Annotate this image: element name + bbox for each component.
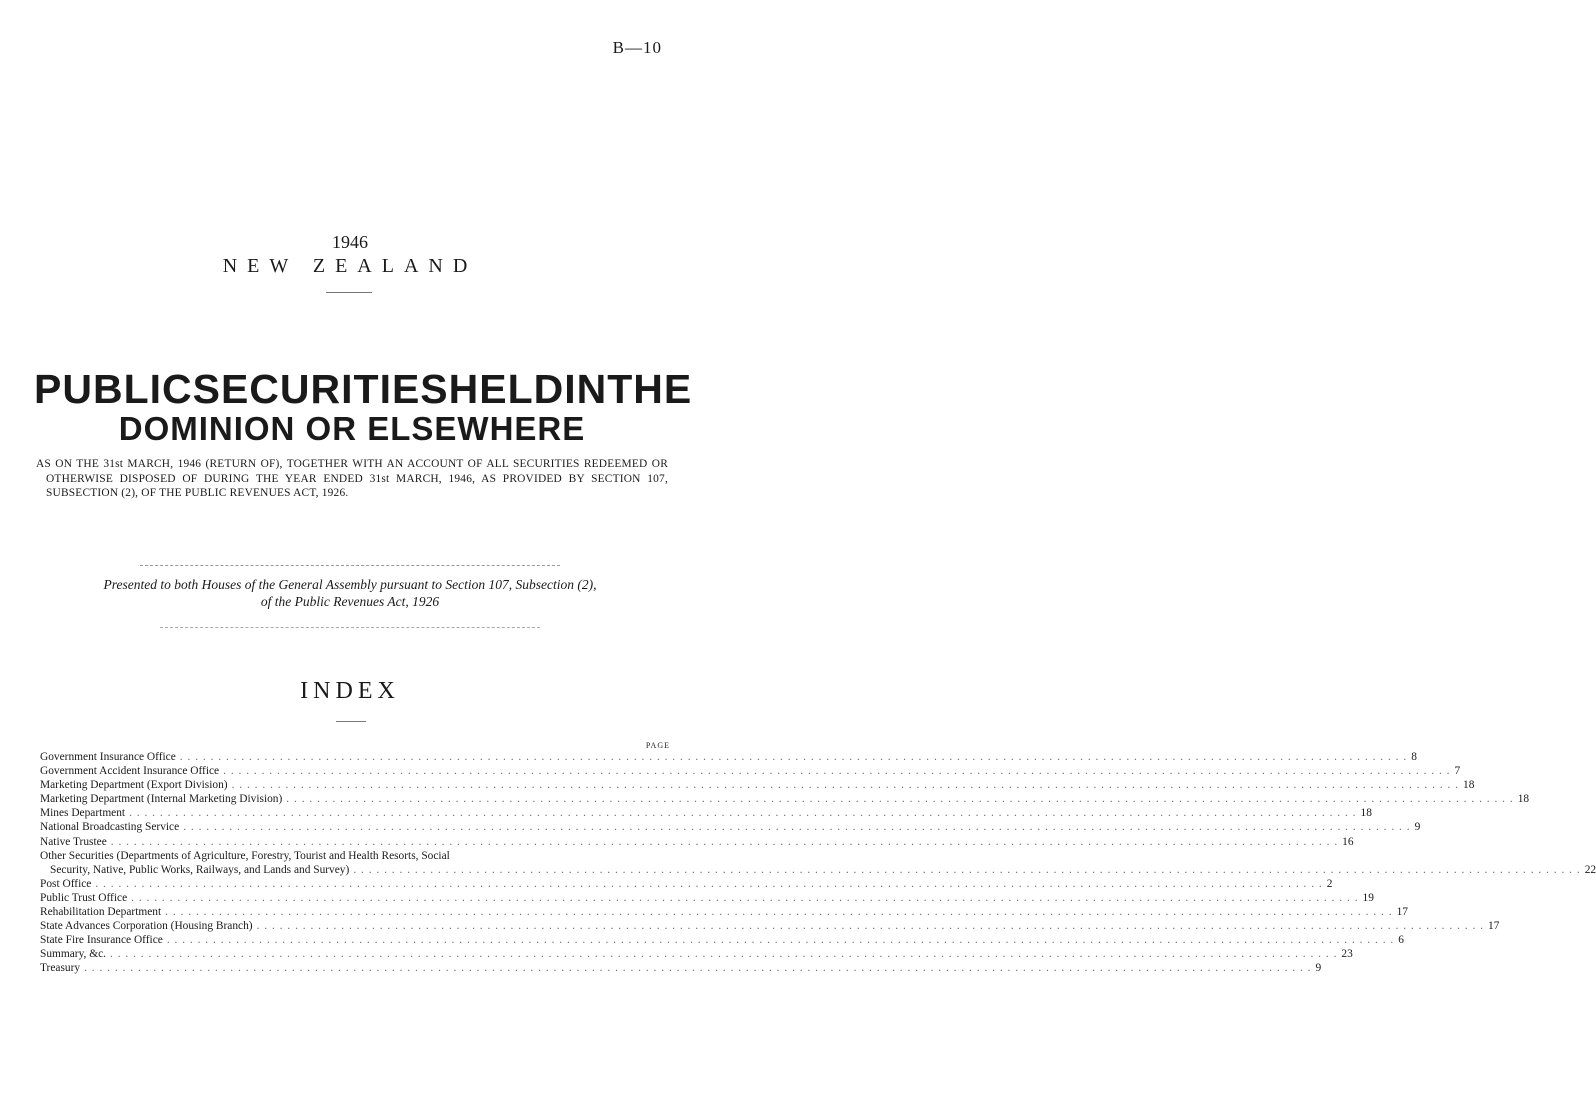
index-entry bbox=[40, 793, 1530, 807]
leader-dots: . . . . . . . . . . . . . . . . . . . . . . . . . . . . . . . . . . . . . . . . . . . . . . . . . . . . . . . . . . . . . . . . . . . . . . . . . . . . . . . . . . . . . . . . . . . . . . . . . . . . . . . . . . . . . . . . . . . . . . . . . . . . . . . . . . . . . . . . . . . . . . . . . . . . . . . . . . . . . . . . bbox=[256, 920, 1484, 933]
leader-dots: . . . . . . . . . . . . . . . . . . . . . . . . . . . . . . . . . . . . . . . . . . . . . . . . . . . . . . . . . . . . . . . . . . . . . . . . . . . . . . . . . . . . . . . . . . . . . . . . . . . . . . . . . . . . . . . . . . . . . . . . . . . . . . . . . . . . . . . . . . . . . . . . . . . . . . . . . . . . . . . . bbox=[166, 934, 1395, 947]
index-entry-label: State Advances Corporation (Housing Branch) bbox=[40, 920, 253, 933]
index-entry-label: Native Trustee bbox=[40, 835, 107, 848]
index-entry bbox=[40, 934, 1404, 948]
index-entry-page: 6 bbox=[1398, 934, 1404, 947]
index-entry-label: Marketing Department (Export Division) bbox=[40, 779, 228, 792]
year: 1946 bbox=[332, 232, 368, 252]
leader-dots: . . . . . . . . . . . . . . . . . . . . . . . . . . . . . . . . . . . . . . . . . . . . . . . . . . . . . . . . . . . . . . . . . . . . . . . . . . . . . . . . . . . . . . . . . . . . . . . . . . . . . . . . . . . . . . . . . . . . . . . . . . . . . . . . . . . . . . . . . . . . . . . . . . . . . . . . . . . . . . . . bbox=[129, 807, 1357, 820]
index-entry bbox=[40, 948, 1353, 962]
index-entry bbox=[40, 849, 1596, 878]
title-word: SECURITIES bbox=[192, 366, 449, 412]
presented-line-2: of the Public Revenues Act, 1926 bbox=[260, 594, 440, 609]
leader-dots: . . . . . . . . . . . . . . . . . . . . . . . . . . . . . . . . . . . . . . . . . . . . . . . . . . . . . . . . . . . . . . . . . . . . . . . . . . . . . . . . . . . . . . . . . . . . . . . . . . . . . . . . . . . . . . . . . . . . . . . . . . . . . . . . . . . . . . . . . . . . . . . . . . . . . . . . . . . . . . . . bbox=[353, 863, 1581, 876]
leader-dots: . . . . . . . . . . . . . . . . . . . . . . . . . . . . . . . . . . . . . . . . . . . . . . . . . . . . . . . . . . . . . . . . . . . . . . . . . . . . . . . . . . . . . . . . . . . . . . . . . . . . . . . . . . . . . . . . . . . . . . . . . . . . . . . . . . . . . . . . . . . . . . . . . . . . . . . . . . . . . . . . bbox=[223, 765, 1451, 778]
index-entry bbox=[40, 807, 1372, 821]
index-list bbox=[40, 751, 1596, 977]
leader-dots: . . . . . . . . . . . . . . . . . . . . . . . . . . . . . . . . . . . . . . . . . . . . . . . . . . . . . . . . . . . . . . . . . . . . . . . . . . . . . . . . . . . . . . . . . . . . . . . . . . . . . . . . . . . . . . . . . . . . . . . . . . . . . . . . . . . . . . . . . . . . . . . . . . . . . . . . . . . . . . . . bbox=[183, 821, 1411, 834]
index-entry-page: 7 bbox=[1454, 765, 1461, 778]
index-entry bbox=[40, 920, 1500, 934]
title-word: THE bbox=[607, 366, 693, 412]
index-entry bbox=[40, 779, 1475, 793]
index-entry-label: Rehabilitation Department bbox=[40, 906, 162, 919]
index-entry-page: 8 bbox=[1411, 751, 1417, 763]
leader-dots: . . . . . . . . . . . . . . . . . . . . . . . . . . . . . . . . . . . . . . . . . . . . . . . . . . . . . . . . . . . . . . . . . . . . . . . . . . . . . . . . . . . . . . . . . . . . . . . . . . . . . . . . . . . . . . . . . . . . . . . . . . . . . . . . . . . . . . . . . . . . . . . . . . . . . . . . . . . . . . . . bbox=[231, 779, 1459, 792]
title-word: HELD bbox=[448, 366, 565, 412]
title-word: PUBLIC bbox=[34, 366, 193, 412]
index-entry-label: National Broadcasting Service bbox=[40, 821, 180, 834]
index-entry bbox=[40, 877, 1333, 892]
divider bbox=[326, 292, 372, 293]
index-entry-label: Other Securities (Departments of Agriculture, Forestry, Tourist and Health Resorts, Social bbox=[40, 849, 450, 862]
index-entry-page: 2 bbox=[1326, 877, 1333, 890]
index-entry-page: 22 bbox=[1584, 863, 1596, 876]
index-entry-label: Government Insurance Office bbox=[40, 751, 176, 763]
index-entry-label: Post Office bbox=[40, 877, 92, 890]
index-entry-label: Mines Department bbox=[40, 807, 126, 820]
presented-note bbox=[30, 576, 670, 610]
index-entry-page: 9 bbox=[1414, 821, 1421, 834]
index-entry bbox=[40, 906, 1408, 920]
index-entry-page: 19 bbox=[1362, 891, 1374, 904]
page-number: B—10 bbox=[612, 38, 662, 57]
document-title-line-2: DOMINION OR ELSEWHERE bbox=[118, 410, 586, 447]
index-entry-page: 17 bbox=[1488, 920, 1500, 933]
index-entry bbox=[40, 835, 1354, 850]
document-title-line-1 bbox=[34, 366, 693, 413]
presented-line-1: Presented to both Houses of the General Assembly pursuant to Section 107, Subsection (2), bbox=[103, 577, 597, 592]
leader-dots: . . . . . . . . . . . . . . . . . . . . . . . . . . . . . . . . . . . . . . . . . . . . . . . . . . . . . . . . . . . . . . . . . . . . . . . . . . . . . . . . . . . . . . . . . . . . . . . . . . . . . . . . . . . . . . . . . . . . . . . . . . . . . . . . . . . . . . . . . . . . . . . . . . . . . . . . . . . . . . . . bbox=[179, 751, 1408, 763]
index-entry-page: 23 bbox=[1341, 948, 1353, 961]
leader-dots: . . . . . . . . . . . . . . . . . . . . . . . . . . . . . . . . . . . . . . . . . . . . . . . . . . . . . . . . . . . . . . . . . . . . . . . . . . . . . . . . . . . . . . . . . . . . . . . . . . . . . . . . . . . . . . . . . . . . . . . . . . . . . . . . . . . . . . . . . . . . . . . . . . . . . . . . . . . . . . . . bbox=[84, 962, 1312, 975]
divider bbox=[140, 565, 560, 566]
divider bbox=[336, 721, 366, 722]
index-entry-page: 9 bbox=[1315, 962, 1322, 975]
country-name: NEW ZEALAND bbox=[222, 255, 478, 277]
leader-dots: . . . . . . . . . . . . . . . . . . . . . . . . . . . . . . . . . . . . . . . . . . . . . . . . . . . . . . . . . . . . . . . . . . . . . . . . . . . . . . . . . . . . . . . . . . . . . . . . . . . . . . . . . . . . . . . . . . . . . . . . . . . . . . . . . . . . . . . . . . . . . . . . . . . . . . . . . . . . . . . . bbox=[110, 948, 1338, 961]
index-entry-label: Government Accident Insurance Office bbox=[40, 765, 220, 778]
index-entry-label: Marketing Department (Internal Marketing Division) bbox=[40, 793, 283, 806]
index-entry-label: Treasury bbox=[40, 962, 81, 975]
index-entry-page: 16 bbox=[1342, 835, 1354, 848]
leader-dots: . . . . . . . . . . . . . . . . . . . . . . . . . . . . . . . . . . . . . . . . . . . . . . . . . . . . . . . . . . . . . . . . . . . . . . . . . . . . . . . . . . . . . . . . . . . . . . . . . . . . . . . . . . . . . . . . . . . . . . . . . . . . . . . . . . . . . . . . . . . . . . . . . . . . . . . . . . . . . . . . bbox=[110, 835, 1339, 848]
index-entry bbox=[40, 751, 1417, 765]
index-entry-page: 18 bbox=[1360, 807, 1372, 820]
index-entry-label: Public Trust Office bbox=[40, 891, 128, 904]
index-entry-label-continued: Security, Native, Public Works, Railways, and Lands and Survey) bbox=[50, 863, 350, 876]
index-entry-label: Summary, &c. bbox=[40, 948, 107, 961]
divider bbox=[160, 627, 540, 628]
leader-dots: . . . . . . . . . . . . . . . . . . . . . . . . . . . . . . . . . . . . . . . . . . . . . . . . . . . . . . . . . . . . . . . . . . . . . . . . . . . . . . . . . . . . . . . . . . . . . . . . . . . . . . . . . . . . . . . . . . . . . . . . . . . . . . . . . . . . . . . . . . . . . . . . . . . . . . . . . . . . . . . . bbox=[286, 793, 1514, 806]
index-entry-page: 17 bbox=[1396, 906, 1408, 919]
leader-dots: . . . . . . . . . . . . . . . . . . . . . . . . . . . . . . . . . . . . . . . . . . . . . . . . . . . . . . . . . . . . . . . . . . . . . . . . . . . . . . . . . . . . . . . . . . . . . . . . . . . . . . . . . . . . . . . . . . . . . . . . . . . . . . . . . . . . . . . . . . . . . . . . . . . . . . . . . . . . . . . . bbox=[165, 906, 1393, 919]
leader-dots: . . . . . . . . . . . . . . . . . . . . . . . . . . . . . . . . . . . . . . . . . . . . . . . . . . . . . . . . . . . . . . . . . . . . . . . . . . . . . . . . . . . . . . . . . . . . . . . . . . . . . . . . . . . . . . . . . . . . . . . . . . . . . . . . . . . . . . . . . . . . . . . . . . . . . . . . . . . . . . . . bbox=[95, 877, 1323, 890]
leader-dots: . . . . . . . . . . . . . . . . . . . . . . . . . . . . . . . . . . . . . . . . . . . . . . . . . . . . . . . . . . . . . . . . . . . . . . . . . . . . . . . . . . . . . . . . . . . . . . . . . . . . . . . . . . . . . . . . . . . . . . . . . . . . . . . . . . . . . . . . . . . . . . . . . . . . . . . . . . . . . . . . bbox=[131, 891, 1359, 904]
page-column-label: PAGE bbox=[645, 741, 670, 750]
index-heading: INDEX bbox=[300, 678, 400, 704]
index-entry bbox=[40, 765, 1461, 779]
index-entry-page: 18 bbox=[1463, 779, 1475, 792]
document-subtitle: AS ON THE 31st MARCH, 1946 (RETURN OF), TOGETHER WITH AN ACCOUNT OF ALL SECURITIES REDEEMED OR OTHERWISE DISPOSED OF DURING THE YEAR ENDED 31st MARCH, 1946, AS PROVIDED BY SECTION 107, SUBSECTION (2), OF THE PUBLIC REVENUES ACT, 1926. bbox=[36, 458, 668, 499]
index-entry bbox=[40, 962, 1322, 976]
index-entry bbox=[40, 821, 1421, 835]
index-entry-label: State Fire Insurance Office bbox=[40, 934, 163, 947]
title-word: IN bbox=[564, 366, 608, 412]
index-entry bbox=[40, 891, 1374, 906]
index-entry-page: 18 bbox=[1517, 793, 1530, 806]
